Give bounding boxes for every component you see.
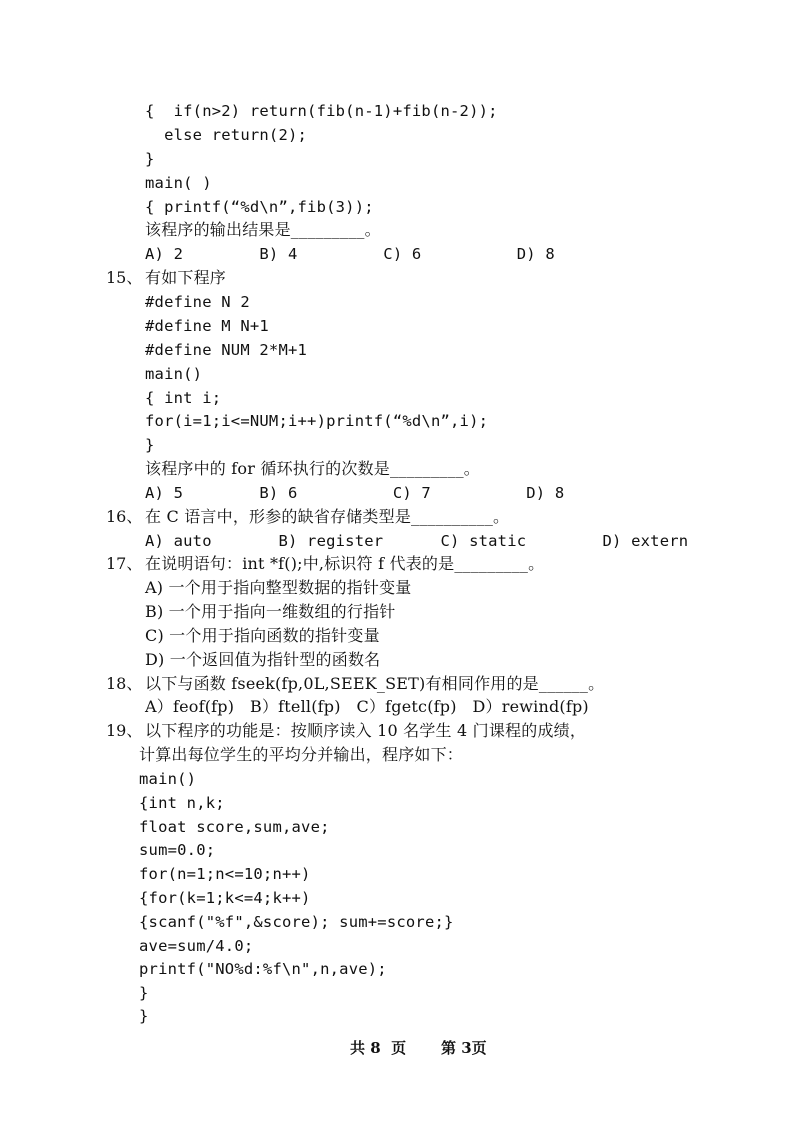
- code-line: { printf(“%d\n”,fib(3));: [145, 198, 374, 216]
- question-number: 17、: [106, 554, 143, 573]
- code-line: else return(2);: [145, 126, 308, 144]
- code-line: {int n,k;: [139, 794, 225, 812]
- code-line: float score,sum,ave;: [139, 818, 330, 836]
- question-stem: 该程序的输出结果是_________。: [145, 220, 381, 239]
- question-number: 15、: [106, 268, 143, 287]
- answer-options: A) auto B) register C) static D) extern: [145, 532, 689, 550]
- code-line: }: [145, 436, 155, 454]
- code-line: for(n=1;n<=10;n++): [139, 865, 311, 883]
- answer-options: A) 5 B) 6 C) 7 D) 8: [145, 484, 565, 502]
- code-line: main(): [145, 365, 203, 383]
- code-line: printf("NO%d:%f\n",n,ave);: [139, 960, 387, 978]
- question-stem: 有如下程序: [145, 268, 227, 287]
- page-total: 共 8 页: [350, 1039, 407, 1057]
- question-stem: 在说明语句：int *f();中,标识符 f 代表的是_________。: [145, 554, 545, 573]
- code-line: main( ): [145, 174, 212, 192]
- code-line: sum=0.0;: [139, 841, 216, 859]
- answer-option: D) 一个返回值为指针型的函数名: [145, 650, 381, 669]
- question-stem: 该程序中的 for 循环执行的次数是_________。: [145, 459, 480, 478]
- code-line: }: [145, 150, 155, 168]
- code-line: #define NUM 2*M+1: [145, 341, 308, 359]
- question-number: 19、: [106, 721, 143, 740]
- answer-options: A) 2 B) 4 C) 6 D) 8: [145, 245, 555, 263]
- answer-option: C) 一个用于指向函数的指针变量: [145, 626, 380, 645]
- question-stem: 计算出每位学生的平均分并输出，程序如下：: [139, 745, 464, 764]
- question-number: 18、: [106, 674, 143, 693]
- code-line: #define N 2: [145, 293, 250, 311]
- answer-options: A）feof(fp) B）ftell(fp) C）fgetc(fp) D）rewind(fp): [145, 697, 589, 716]
- answer-option: A) 一个用于指向整型数据的指针变量: [145, 578, 412, 597]
- code-line: { if(n>2) return(fib(n-1)+fib(n-2));: [145, 102, 498, 120]
- answer-option: B) 一个用于指向一维数组的行指针: [145, 602, 396, 621]
- code-line: { int i;: [145, 389, 222, 407]
- code-line: }: [139, 984, 149, 1002]
- question-stem: 以下与函数 fseek(fp,0L,SEEK_SET)有相同作用的是______。: [145, 674, 605, 693]
- code-line: {for(k=1;k<=4;k++): [139, 889, 311, 907]
- question-stem: 在 C 语言中，形参的缺省存储类型是__________。: [145, 507, 510, 526]
- code-line: }: [139, 1007, 149, 1025]
- code-line: ave=sum/4.0;: [139, 937, 254, 955]
- code-line: main(): [139, 770, 197, 788]
- code-line: {scanf("%f",&score); sum+=score;}: [139, 913, 454, 931]
- question-stem: 以下程序的功能是：按顺序读入 10 名学生 4 门课程的成绩，: [145, 721, 587, 740]
- question-number: 16、: [106, 507, 143, 526]
- page-number: 第 3页: [441, 1039, 487, 1057]
- code-line: #define M N+1: [145, 317, 269, 335]
- code-line: for(i=1;i<=NUM;i++)printf(“%d\n”,i);: [145, 412, 489, 430]
